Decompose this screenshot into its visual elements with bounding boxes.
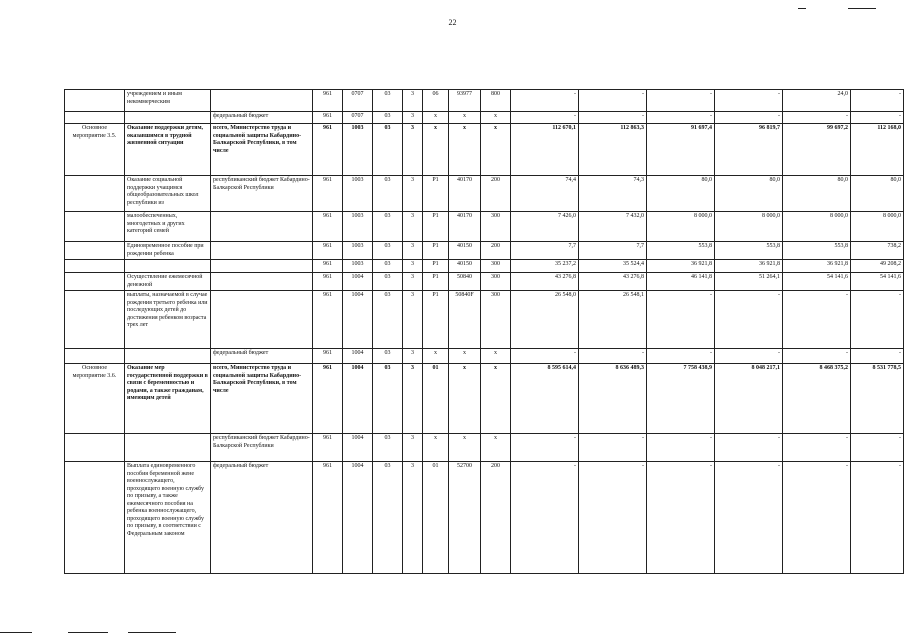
amount-cell: 738,2 [851,242,904,260]
description-cell: Осуществление ежемесячной денежной [125,273,211,291]
amount-cell: - [511,462,579,574]
code-cell: 961 [313,273,343,291]
amount-cell: 7,7 [579,242,647,260]
amount-cell: - [579,90,647,112]
code-cell: x [449,364,481,434]
amount-cell: - [511,434,579,462]
table-row [65,112,904,124]
code-cell: 03 [373,212,403,242]
amount-cell: - [511,349,579,364]
header-rule-far-right [848,8,876,9]
table-row [65,273,904,291]
amount-cell: 553,8 [647,242,715,260]
code-cell: 1003 [343,260,373,273]
code-cell: 3 [403,242,423,260]
amount-cell: 8 595 614,4 [511,364,579,434]
amount-cell: 553,8 [783,242,851,260]
code-cell: 03 [373,273,403,291]
code-cell: 03 [373,112,403,124]
code-cell: Р1 [423,242,449,260]
amount-cell: 553,8 [715,242,783,260]
measure-cell [65,349,125,364]
code-cell: 40170 [449,176,481,212]
amount-cell: 24,0 [783,90,851,112]
amount-cell: 8 000,0 [647,212,715,242]
amount-cell: 35 524,4 [579,260,647,273]
table-row [65,462,904,574]
measure-cell [65,273,125,291]
amount-cell: 8 000,0 [851,212,904,242]
code-cell: 40170 [449,212,481,242]
amount-cell: - [511,112,579,124]
code-cell: 200 [481,242,511,260]
code-cell: 961 [313,260,343,273]
budget-table-wrapper [64,89,901,582]
description-cell: выплаты, назначаемой в случае рождения третьего ребенка или последующих детей до достижения ребенком возраста трех лет [125,291,211,349]
code-cell: 03 [373,260,403,273]
code-cell: 3 [403,124,423,176]
description-cell: Выплата единовременного пособия беременной жене военнослужащего, проходящего военную службу по призыву, а также ежемесячного пособия на ребенка военнослужащего, проходящего военную службу по призыву, в соответствии с Федеральным законом [125,462,211,574]
source-cell [211,90,313,112]
amount-cell: - [783,349,851,364]
description-cell: Оказание мер государственной поддержки в связи с беременностью и родами, а также гражданам, имеющим детей [125,364,211,434]
amount-cell: 112 670,1 [511,124,579,176]
amount-cell: 80,0 [715,176,783,212]
code-cell: x [423,434,449,462]
code-cell: Р1 [423,212,449,242]
code-cell: 3 [403,434,423,462]
code-cell: Р1 [423,176,449,212]
code-cell: 03 [373,242,403,260]
amount-cell: 36 921,8 [783,260,851,273]
code-cell: 3 [403,462,423,574]
code-cell: 200 [481,462,511,574]
amount-cell: 51 264,1 [715,273,783,291]
source-cell: федеральный бюджет [211,462,313,574]
measure-cell [65,260,125,273]
amount-cell: - [783,462,851,574]
code-cell: 1004 [343,349,373,364]
amount-cell: 8 000,0 [783,212,851,242]
code-cell: 03 [373,291,403,349]
table-row [65,176,904,212]
code-cell: 3 [403,364,423,434]
table-row [65,242,904,260]
measure-cell [65,242,125,260]
source-cell [211,260,313,273]
amount-cell: - [715,291,783,349]
code-cell: x [423,112,449,124]
code-cell: x [449,124,481,176]
amount-cell: 36 921,8 [647,260,715,273]
source-cell: федеральный бюджет [211,112,313,124]
code-cell: 200 [481,176,511,212]
code-cell: 961 [313,176,343,212]
measure-cell: Основное мероприятие 3.5. [65,124,125,176]
amount-cell: 43 276,8 [511,273,579,291]
amount-cell: - [579,462,647,574]
amount-cell: 46 141,8 [647,273,715,291]
code-cell: 1004 [343,291,373,349]
code-cell: 1003 [343,176,373,212]
amount-cell: 8 048 217,1 [715,364,783,434]
source-cell: всего, Министерство труда и социальной защиты Кабардино-Балкарской Республики, в том числе [211,364,313,434]
amount-cell: 43 276,8 [579,273,647,291]
code-cell: 300 [481,212,511,242]
amount-cell: 8 468 375,2 [783,364,851,434]
table-row [65,260,904,273]
code-cell: x [449,434,481,462]
description-cell: Единовременное пособие при рождении ребенка [125,242,211,260]
amount-cell: - [715,349,783,364]
description-cell [125,260,211,273]
description-cell: Оказание социальной поддержки учащимся общеобразовательных школ республики из [125,176,211,212]
code-cell: 03 [373,462,403,574]
code-cell: 93977 [449,90,481,112]
description-cell [125,434,211,462]
amount-cell: 91 697,4 [647,124,715,176]
code-cell: 1004 [343,364,373,434]
amount-cell: 99 697,2 [783,124,851,176]
amount-cell: - [851,291,904,349]
amount-cell: - [783,434,851,462]
amount-cell: 8 636 489,3 [579,364,647,434]
table-row [65,364,904,434]
code-cell: 961 [313,434,343,462]
footer-rule-mid [68,632,108,633]
amount-cell: - [647,349,715,364]
code-cell: 300 [481,273,511,291]
code-cell: 961 [313,349,343,364]
amount-cell: - [851,462,904,574]
amount-cell: 54 141,6 [851,273,904,291]
code-cell: Р1 [423,273,449,291]
code-cell: 961 [313,124,343,176]
code-cell: x [481,434,511,462]
code-cell: x [481,124,511,176]
code-cell: 0707 [343,112,373,124]
code-cell: x [481,112,511,124]
code-cell: 40150 [449,242,481,260]
amount-cell: 7,7 [511,242,579,260]
amount-cell: - [783,291,851,349]
description-cell [125,349,211,364]
code-cell: 3 [403,112,423,124]
code-cell: 01 [423,364,449,434]
code-cell: 3 [403,260,423,273]
amount-cell: - [783,112,851,124]
code-cell: 0707 [343,90,373,112]
description-cell: Оказание поддержки детям, оказавшимся в трудной жизненной ситуации [125,124,211,176]
code-cell: 300 [481,260,511,273]
code-cell: 50840F [449,291,481,349]
source-cell [211,291,313,349]
footer-rule-mid2 [128,632,176,633]
code-cell: 06 [423,90,449,112]
code-cell: 03 [373,349,403,364]
amount-cell: 26 548,1 [579,291,647,349]
amount-cell: 112 168,0 [851,124,904,176]
amount-cell: - [715,434,783,462]
amount-cell: - [851,434,904,462]
amount-cell: - [647,112,715,124]
code-cell: 50840 [449,273,481,291]
code-cell: 01 [423,462,449,574]
amount-cell: - [851,349,904,364]
table-row [65,124,904,176]
amount-cell: - [511,90,579,112]
table-row [65,291,904,349]
code-cell: 40150 [449,260,481,273]
code-cell: 961 [313,90,343,112]
amount-cell: 35 237,2 [511,260,579,273]
code-cell: 1004 [343,273,373,291]
amount-cell: - [715,90,783,112]
code-cell: 3 [403,291,423,349]
code-cell: 03 [373,90,403,112]
amount-cell: 7 432,0 [579,212,647,242]
code-cell: x [449,349,481,364]
code-cell: x [481,349,511,364]
code-cell: x [481,364,511,434]
code-cell: 300 [481,291,511,349]
code-cell: 03 [373,124,403,176]
code-cell: 1003 [343,242,373,260]
code-cell: 3 [403,90,423,112]
amount-cell: 49 208,2 [851,260,904,273]
measure-cell [65,112,125,124]
code-cell: 800 [481,90,511,112]
amount-cell: 54 141,6 [783,273,851,291]
amount-cell: 96 819,7 [715,124,783,176]
code-cell: 3 [403,212,423,242]
amount-cell: - [579,349,647,364]
measure-cell [65,462,125,574]
code-cell: 1004 [343,434,373,462]
code-cell: x [423,124,449,176]
source-cell: республиканский бюджет Кабардино-Балкарской Республики [211,434,313,462]
measure-cell: Основное мероприятие 3.6. [65,364,125,434]
table-row [65,349,904,364]
footer-rule-left [0,632,32,633]
amount-cell: - [647,434,715,462]
code-cell: 1003 [343,124,373,176]
code-cell: 03 [373,434,403,462]
measure-cell [65,212,125,242]
amount-cell: 8 000,0 [715,212,783,242]
amount-cell: - [647,90,715,112]
code-cell: 03 [373,176,403,212]
code-cell: 3 [403,349,423,364]
code-cell: 961 [313,291,343,349]
code-cell: 961 [313,462,343,574]
amount-cell: 80,0 [647,176,715,212]
source-cell [211,242,313,260]
header-rule-right [798,8,806,9]
measure-cell [65,291,125,349]
measure-cell [65,90,125,112]
code-cell: 3 [403,176,423,212]
page-number: 22 [448,18,457,27]
amount-cell: 112 863,3 [579,124,647,176]
description-cell: малообеспеченных, многодетных и других категорий семей [125,212,211,242]
code-cell: 03 [373,364,403,434]
description-cell [125,112,211,124]
code-cell: 3 [403,273,423,291]
amount-cell: - [851,90,904,112]
table-row [65,212,904,242]
amount-cell: 36 921,8 [715,260,783,273]
code-cell: x [449,112,481,124]
table-body [65,90,904,574]
amount-cell: - [647,462,715,574]
amount-cell: - [715,112,783,124]
amount-cell: 8 531 778,5 [851,364,904,434]
amount-cell: 26 548,0 [511,291,579,349]
source-cell [211,273,313,291]
amount-cell: - [715,462,783,574]
amount-cell: 7 758 438,9 [647,364,715,434]
source-cell: всего, Министерство труда и социальной защиты Кабардино-Балкарской Республики, в том числе [211,124,313,176]
code-cell: Р1 [423,291,449,349]
amount-cell: 80,0 [783,176,851,212]
amount-cell: - [647,291,715,349]
source-cell [211,212,313,242]
code-cell: 961 [313,212,343,242]
amount-cell: 80,0 [851,176,904,212]
table-row [65,434,904,462]
code-cell: 961 [313,242,343,260]
amount-cell: - [851,112,904,124]
amount-cell: - [579,434,647,462]
amount-cell: - [579,112,647,124]
description-cell: учреждением и иным некоммерческим [125,90,211,112]
measure-cell [65,176,125,212]
code-cell: x [423,349,449,364]
source-cell: федеральный бюджет [211,349,313,364]
code-cell: 961 [313,364,343,434]
code-cell: 961 [313,112,343,124]
measure-cell [65,434,125,462]
code-cell: Р1 [423,260,449,273]
source-cell: республиканский бюджет Кабардино-Балкарской Республики [211,176,313,212]
code-cell: 52700 [449,462,481,574]
code-cell: 1004 [343,462,373,574]
amount-cell: 7 426,0 [511,212,579,242]
table-row [65,90,904,112]
amount-cell: 74,3 [579,176,647,212]
amount-cell: 74,4 [511,176,579,212]
budget-table [64,89,904,574]
code-cell: 1003 [343,212,373,242]
